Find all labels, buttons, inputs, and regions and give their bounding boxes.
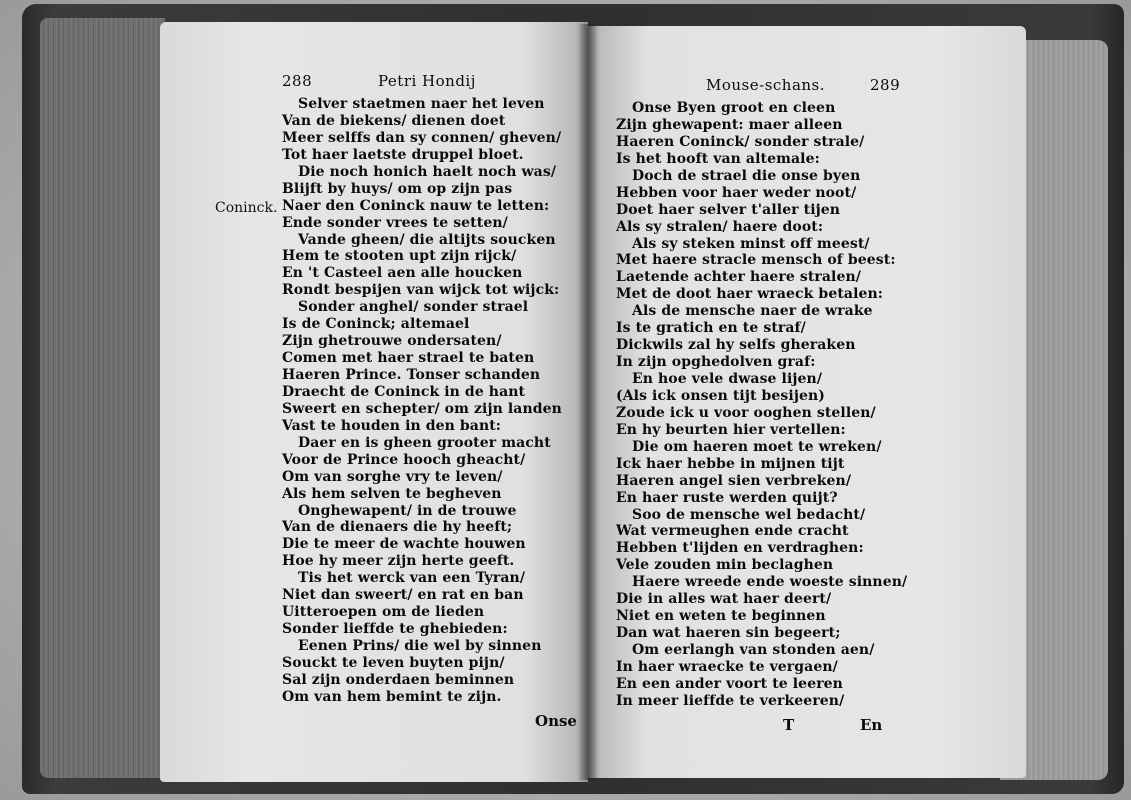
verse-line: Eenen Prins/ die wel by sinnen [298, 638, 542, 654]
verse-line: Draecht de Coninck in de hant [282, 383, 526, 400]
right-page-number: 289 [870, 76, 901, 94]
verse-line: Doet haer selver t'aller tijen [616, 201, 841, 218]
left-running-head: Petri Hondij [378, 72, 476, 90]
verse-line: Daer en is gheen grooter macht [298, 434, 551, 451]
verse-line: Niet dan sweert/ en rat en ban [282, 587, 524, 604]
verse-line: Dickwils zal hy selfs gheraken [616, 337, 856, 354]
verse-line: Sal zijn onderdaen beminnen [282, 671, 515, 688]
verse-line: Blijft by huys/ om op zijn pas [282, 180, 513, 197]
verse-line: Zoude ick u voor ooghen stellen/ [616, 404, 876, 421]
verse-line: Sonder anghel/ sonder strael [298, 299, 529, 316]
verse-line: Haeren angel sien verbreken/ [616, 472, 852, 489]
verse-line: Sweert en schepter/ om zijn landen [282, 400, 562, 417]
left-catchword: Onse [535, 712, 577, 730]
verse-line: Om van hem bemint te zijn. [282, 688, 502, 705]
page-edges-left [40, 18, 165, 778]
verse-line: Die om haeren moet te wreken/ [632, 438, 882, 455]
verse-line: Die te meer de wachte houwen [282, 536, 526, 553]
verse-line: Comen met haer strael te baten [282, 350, 535, 367]
verse-line: Als sy stralen/ haere doot: [616, 218, 824, 235]
verse-line: En 't Casteel aen alle houcken [282, 265, 523, 282]
verse-line: Soo de mensche wel bedacht/ [632, 506, 866, 523]
verse-line: Vande gheen/ die altijts soucken [298, 231, 556, 248]
verse-line: Vele zouden min beclaghen [616, 557, 834, 574]
verse-line: Voor de Prince hooch gheacht/ [282, 451, 526, 468]
left-page-verse [282, 96, 562, 706]
signature-mark: T [783, 716, 795, 734]
verse-line: In haer wraecke te vergaen/ [616, 658, 838, 675]
verse-line: Doch de strael die onse byen [632, 167, 861, 184]
verse-line: Selver staetmen naer het leven [298, 96, 545, 112]
verse-line: En hoe vele dwase lijen/ [632, 371, 823, 387]
verse-line: En hy beurten hier vertellen: [616, 421, 846, 438]
verse-line: Tis het werck van een Tyran/ [298, 570, 526, 587]
right-running-head: Mouse-schans. [706, 76, 826, 94]
verse-line: (Als ick onsen tijt besijen) [616, 387, 825, 404]
right-catchword: En [860, 716, 883, 734]
verse-line: Met de doot haer wraeck betalen: [616, 286, 884, 303]
verse-line: Onse Byen groot en cleen [632, 100, 836, 116]
verse-line: Tot haer laetste druppel bloet. [282, 146, 524, 163]
verse-line: Om eerlangh van stonden aen/ [632, 642, 875, 658]
verse-line: Sonder lieffde te ghebieden: [282, 621, 508, 638]
verse-line: In zijn opghedolven graf: [616, 354, 816, 371]
verse-line: Zijn ghetrouwe ondersaten/ [282, 333, 502, 350]
verse-line: Is te gratich en te straf/ [616, 320, 806, 337]
right-page-verse [616, 100, 907, 710]
verse-line: Hebben t'lijden en verdraghen: [616, 540, 864, 557]
verse-line: En haer ruste werden quijt? [616, 489, 838, 506]
verse-line: In meer lieffde te verkeeren/ [616, 692, 845, 709]
book-gutter [578, 24, 598, 780]
verse-line: Laetende achter haere stralen/ [616, 269, 861, 286]
verse-line: Hebben voor haer weder noot/ [616, 184, 857, 201]
verse-line: Rondt bespijen van wijck tot wijck: [282, 282, 560, 299]
verse-line: Met haere stracle mensch of beest: [616, 252, 896, 269]
verse-line: Is de Coninck; altemael [282, 316, 470, 333]
left-page [160, 22, 588, 782]
verse-line: Als hem selven te begheven [282, 485, 502, 502]
right-page [588, 26, 1026, 778]
verse-line: Onghewapent/ in de trouwe [298, 502, 517, 519]
left-page-number: 288 [282, 72, 313, 90]
verse-line: Als de mensche naer de wrake [632, 303, 873, 320]
verse-line: Naer den Coninck nauw te letten: [282, 197, 550, 214]
verse-line: Als sy steken minst off meest/ [632, 235, 870, 252]
verse-line: Souckt te leven buyten pijn/ [282, 654, 505, 671]
verse-line: Die in alles wat haer deert/ [616, 591, 832, 608]
verse-line: Haere wreede ende woeste sinnen/ [632, 574, 908, 591]
verse-line: Haeren Prince. Tonser schanden [282, 367, 541, 383]
verse-line: Dan wat haeren sin begeert; [616, 625, 841, 642]
verse-line: Die noch honich haelt noch was/ [298, 163, 557, 180]
verse-line: En een ander voort te leeren [616, 675, 843, 692]
margin-note: Coninck. [215, 200, 278, 216]
verse-line: Van de biekens/ dienen doet [282, 112, 506, 129]
verse-line: Van de dienaers die hy heeft; [282, 519, 513, 536]
verse-line: Haeren Coninck/ sonder strale/ [616, 133, 865, 150]
verse-line: Hoe hy meer zijn herte geeft. [282, 553, 515, 570]
verse-line: Vast te houden in den bant: [282, 417, 502, 434]
verse-line: Meer selffs dan sy connen/ gheven/ [282, 129, 562, 146]
verse-line: Uitteroepen om de lieden [282, 604, 485, 621]
verse-line: Ende sonder vrees te setten/ [282, 214, 508, 231]
verse-line: Ick haer hebbe in mijnen tijt [616, 455, 845, 472]
verse-line: Zijn ghewapent: maer alleen [616, 116, 843, 133]
verse-line: Niet en weten te beginnen [616, 608, 826, 625]
verse-line: Om van sorghe vry te leven/ [282, 468, 503, 485]
verse-line: Hem te stooten upt zijn rijck/ [282, 248, 517, 265]
verse-line: Wat vermeughen ende cracht [616, 523, 849, 540]
verse-line: Is het hooft van altemale: [616, 150, 820, 167]
